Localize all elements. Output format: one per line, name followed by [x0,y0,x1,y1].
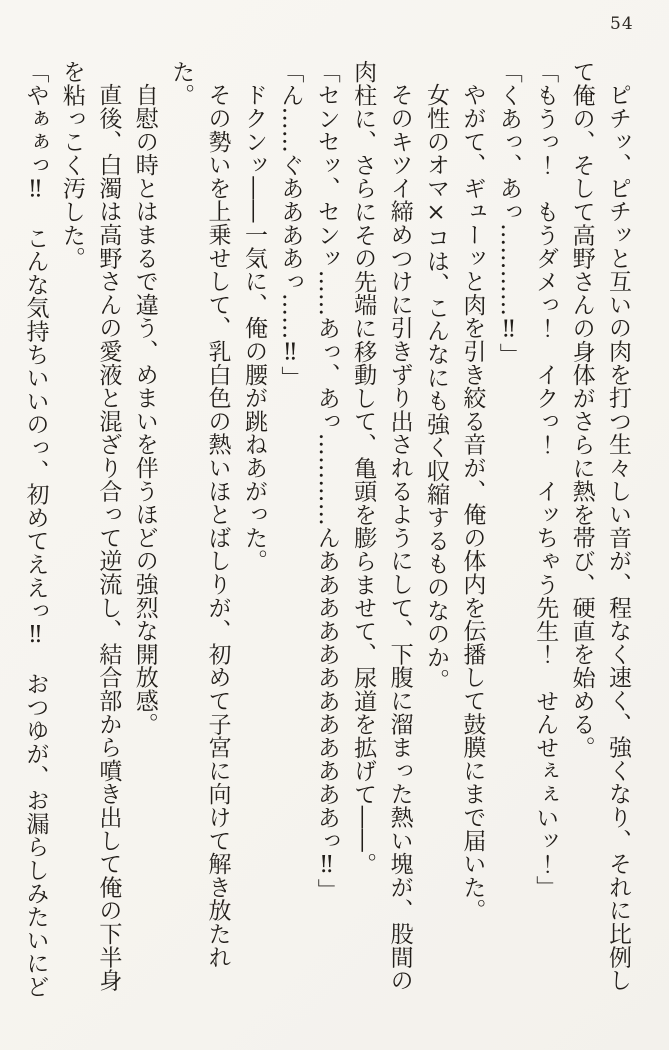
paragraph: 「くあっ、あっ…………‼」 [495,60,522,366]
paragraph: 「センセッ、センッ……あっ、あっ…………んああああああああああああっ‼」 [313,60,340,902]
paragraph: 女性のオマ×コは、こんなにも強く収縮するものなのか。 [422,83,449,692]
paragraph: ピチッ、ピチッと互いの肉を打つ生々しい音が、程なく速く、強くなり、それに比例して俺の、そして高野さんの身体がさらに熱を帯び、硬直を始める。 [568,60,631,992]
paragraph: その勢いを上乗せして、乳白色の熱いほとばしりが、初めて子宮に向けて解き放たれた。 [168,60,231,969]
paragraph: 直後、白濁は高野さんの愛液と混ざり合って逆流し、結合部から噴き出して俺の下半身を粘っこく汚した。 [58,60,122,992]
paragraph: 「ん……ぐああああっ……‼」 [277,60,304,390]
vertical-text-block [17,60,636,1003]
paragraph: 自慰の時とはまるで違う、めまいを伴うほどの強烈な開放感。 [131,83,158,736]
paragraph: 「やぁぁっ‼ こんな気持ちいいのっ、初めてええっ‼ おつゆが、お漏らしみたいにど [22,60,49,998]
page-number: 54 [610,14,634,34]
paragraph: そのキツイ締めつけに引きずり出されるようにして、下腹に溜まった熱い塊が、股間の肉柱に、さらにその先端に移動して、亀頭を膨らませて、尿道を拡げて――。 [350,60,413,992]
paragraph: ドクンッ――一気に、俺の腰が跳ねあがった。 [240,83,267,573]
paragraph: 「もうっ！ もうダメっ！ イクっ！ イッちゃう先生！ せんせぇぇいッ！」 [532,60,559,899]
paragraph: やがて、ギューッと肉を引き絞る音が、俺の体内を伝播して鼓膜にまで届いた。 [459,83,486,922]
